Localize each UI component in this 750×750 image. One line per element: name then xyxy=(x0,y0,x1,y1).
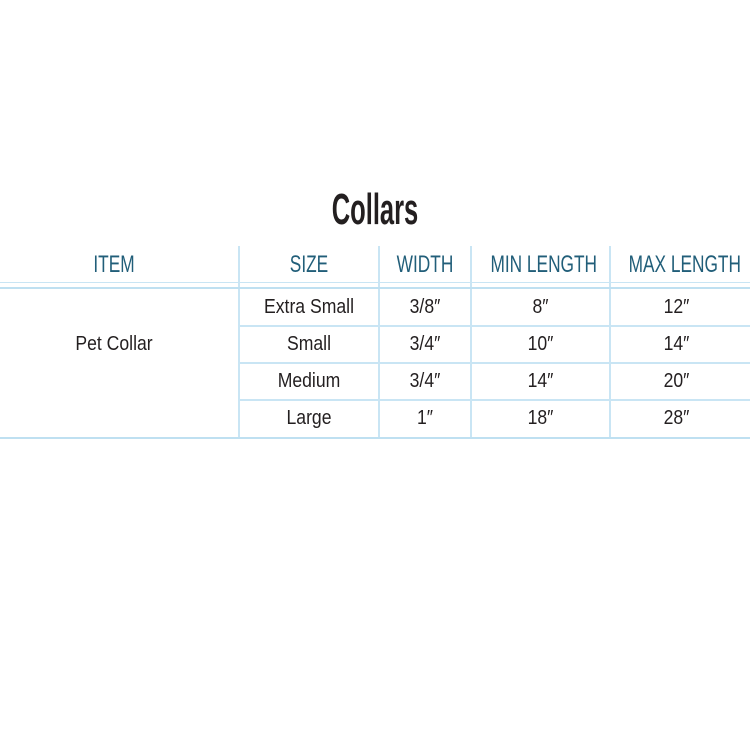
cell-min-length: 14″ xyxy=(527,370,554,392)
cell-min-length: 18″ xyxy=(527,407,554,429)
cell-min-length: 10″ xyxy=(527,333,554,355)
cell-max-length: 14″ xyxy=(663,333,690,355)
column-header-size: SIZE xyxy=(289,251,329,278)
column-divider xyxy=(378,246,380,438)
column-header-width: WIDTH xyxy=(396,251,454,278)
column-header-item: ITEM xyxy=(93,251,135,278)
item-cell: Pet Collar xyxy=(75,333,153,355)
column-header-min-length: MIN LENGTH xyxy=(490,251,598,278)
cell-width: 3/8″ xyxy=(409,296,441,318)
column-divider xyxy=(238,246,240,438)
cell-size: Small xyxy=(286,333,331,355)
header-rule-top xyxy=(0,282,750,283)
page-title: Collars xyxy=(331,185,419,234)
cell-size: Large xyxy=(286,407,332,429)
cell-width: 3/4″ xyxy=(409,333,441,355)
cell-size: Medium xyxy=(277,370,341,392)
column-header-max-length: MAX LENGTH xyxy=(628,251,741,278)
cell-width: 3/4″ xyxy=(409,370,441,392)
cell-width: 1″ xyxy=(416,407,434,429)
column-divider xyxy=(609,246,611,438)
cell-max-length: 28″ xyxy=(663,407,690,429)
column-divider xyxy=(470,246,472,438)
cell-max-length: 12″ xyxy=(663,296,690,318)
cell-size: Extra Small xyxy=(264,296,354,318)
cell-min-length: 8″ xyxy=(532,296,549,318)
table-bottom-rule xyxy=(0,437,750,439)
cell-max-length: 20″ xyxy=(663,370,690,392)
